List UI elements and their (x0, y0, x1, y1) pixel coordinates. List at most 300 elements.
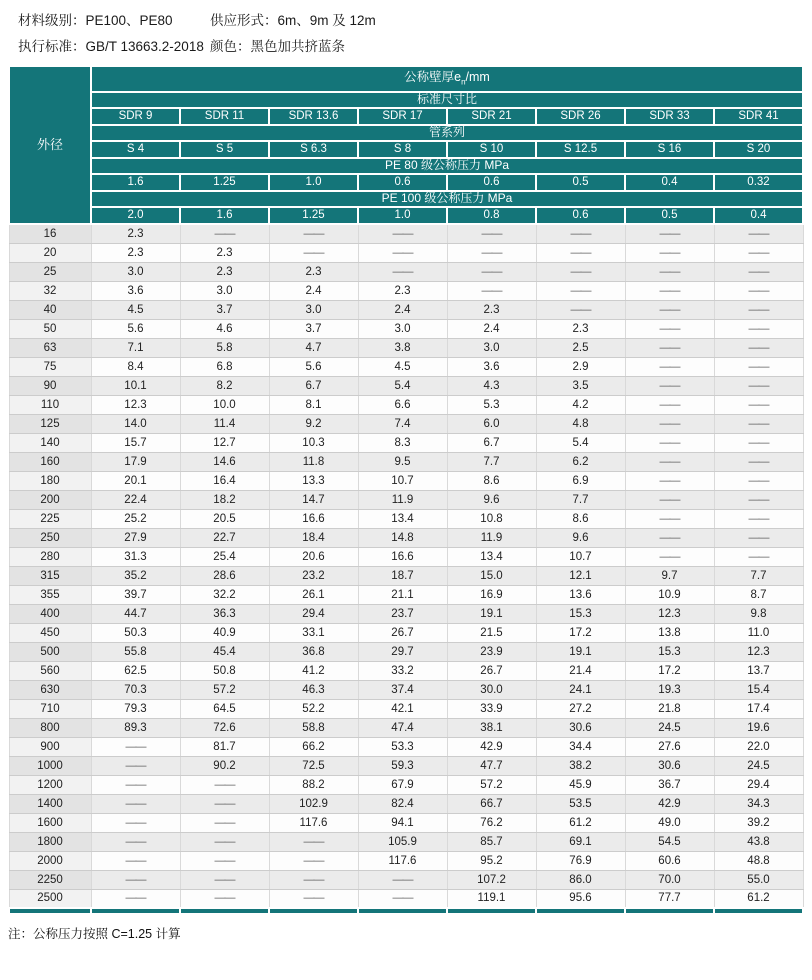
table-row (9, 604, 803, 623)
thickness-cell: 4.7 (269, 338, 358, 357)
outer-diameter-cell: 180 (9, 471, 91, 490)
table-row (9, 832, 803, 851)
thickness-cell: 16.9 (447, 585, 536, 604)
sdr-label-cell: SDR 13.6 (269, 108, 358, 125)
pe80-pressure-cell: 1.25 (180, 174, 269, 191)
thickness-cell: 3.0 (269, 300, 358, 319)
thickness-cell: 23.9 (447, 642, 536, 661)
outer-diameter-cell: 355 (9, 585, 91, 604)
thickness-cell: —— (358, 870, 447, 889)
thickness-cell: 13.8 (625, 623, 714, 642)
thickness-cell: 11.9 (447, 528, 536, 547)
thickness-cell: 117.6 (358, 851, 447, 870)
s-series-row (9, 141, 803, 158)
outer-diameter-cell: 75 (9, 357, 91, 376)
thickness-cell: 16.6 (269, 509, 358, 528)
thickness-cell: 55.8 (91, 642, 180, 661)
thickness-cell: 61.2 (536, 813, 625, 832)
thickness-cell: —— (91, 870, 180, 889)
thickness-cell: 6.9 (536, 471, 625, 490)
outer-diameter-cell: 450 (9, 623, 91, 642)
thickness-cell: 11.0 (714, 623, 803, 642)
thickness-cell: 3.6 (91, 281, 180, 300)
thickness-cell: 36.8 (269, 642, 358, 661)
thickness-cell: 82.4 (358, 794, 447, 813)
thickness-cell: —— (91, 794, 180, 813)
table-row (9, 338, 803, 357)
thickness-cell: 64.5 (180, 699, 269, 718)
meta-row-1 (18, 8, 812, 34)
thickness-cell: 57.2 (447, 775, 536, 794)
outer-diameter-cell: 560 (9, 661, 91, 680)
thickness-cell: 3.0 (91, 262, 180, 281)
pe80-values-row (9, 174, 803, 191)
thickness-cell: 17.9 (91, 452, 180, 471)
thickness-cell: —— (714, 300, 803, 319)
table-row (9, 870, 803, 889)
bottom-bar-segment (536, 908, 625, 914)
outer-diameter-cell: 140 (9, 433, 91, 452)
thickness-cell: 8.6 (447, 471, 536, 490)
thickness-cell: 18.7 (358, 566, 447, 585)
thickness-cell: 25.4 (180, 547, 269, 566)
thickness-cell: 38.1 (447, 718, 536, 737)
thickness-cell: 24.1 (536, 680, 625, 699)
thickness-cell: —— (180, 813, 269, 832)
outer-diameter-cell: 2500 (9, 889, 91, 908)
thickness-cell: 88.2 (269, 775, 358, 794)
thickness-cell: 4.5 (91, 300, 180, 319)
wall-thickness-table (8, 65, 804, 915)
thickness-subscript: n (461, 77, 466, 87)
thickness-cell: 2.9 (536, 357, 625, 376)
standard-text: 执行标准：GB/T 13663.2-2018 (18, 39, 204, 54)
thickness-cell: —— (269, 870, 358, 889)
thickness-cell: 5.4 (358, 376, 447, 395)
table-row (9, 547, 803, 566)
thickness-prefix: 公称壁厚e (404, 69, 462, 84)
s-series-cell: S 5 (180, 141, 269, 158)
table-row (9, 680, 803, 699)
thickness-cell: 36.7 (625, 775, 714, 794)
thickness-cell: —— (358, 243, 447, 262)
outer-diameter-cell: 1600 (9, 813, 91, 832)
sdr-label-cell: SDR 11 (180, 108, 269, 125)
thickness-cell: 6.6 (358, 395, 447, 414)
s-series-cell: S 12.5 (536, 141, 625, 158)
thickness-cell: 2.3 (536, 319, 625, 338)
bottom-bar-segment (91, 908, 180, 914)
thickness-cell: —— (714, 224, 803, 243)
outer-diameter-cell: 315 (9, 566, 91, 585)
thickness-cell: —— (714, 376, 803, 395)
thickness-cell: —— (625, 243, 714, 262)
thickness-cell: 42.1 (358, 699, 447, 718)
thickness-cell: 20.6 (269, 547, 358, 566)
thickness-cell: 29.4 (269, 604, 358, 623)
thickness-cell: 4.8 (536, 414, 625, 433)
s-series-cell: S 10 (447, 141, 536, 158)
pe100-pressure-cell: 2.0 (91, 207, 180, 224)
thickness-cell: 25.2 (91, 509, 180, 528)
thickness-cell: —— (714, 452, 803, 471)
thickness-cell: 69.1 (536, 832, 625, 851)
table-row (9, 775, 803, 794)
thickness-cell: 39.2 (714, 813, 803, 832)
thickness-cell: 10.0 (180, 395, 269, 414)
thickness-cell: 9.2 (269, 414, 358, 433)
thickness-cell: 7.7 (536, 490, 625, 509)
sdr-label-cell: SDR 17 (358, 108, 447, 125)
outer-diameter-cell: 710 (9, 699, 91, 718)
spec-meta (0, 0, 812, 60)
thickness-cell: 9.6 (447, 490, 536, 509)
thickness-cell: 10.7 (536, 547, 625, 566)
thickness-cell: —— (714, 414, 803, 433)
thickness-cell: 47.4 (358, 718, 447, 737)
thickness-cell: —— (625, 319, 714, 338)
thickness-cell: 41.2 (269, 661, 358, 680)
pe100-pressure-cell: 1.6 (180, 207, 269, 224)
thickness-cell: 10.1 (91, 376, 180, 395)
thickness-cell: —— (447, 262, 536, 281)
pe80-section-header: PE 80 级公称压力 MPa (91, 158, 803, 174)
sdr-section-header: 标准尺寸比 (91, 92, 803, 108)
thickness-cell: 9.5 (358, 452, 447, 471)
thickness-cell: 23.2 (269, 566, 358, 585)
thickness-cell: 13.4 (447, 547, 536, 566)
thickness-cell: 86.0 (536, 870, 625, 889)
outer-diameter-cell: 1400 (9, 794, 91, 813)
thickness-cell: 94.1 (358, 813, 447, 832)
thickness-cell: —— (536, 262, 625, 281)
pe80-pressure-cell: 0.5 (536, 174, 625, 191)
header-row-pe100-title (9, 191, 803, 207)
pe80-pressure-cell: 0.32 (714, 174, 803, 191)
outer-diameter-cell: 50 (9, 319, 91, 338)
thickness-cell: —— (714, 490, 803, 509)
thickness-cell: 9.8 (714, 604, 803, 623)
thickness-cell: 27.6 (625, 737, 714, 756)
thickness-cell: 13.3 (269, 471, 358, 490)
thickness-cell: 5.6 (269, 357, 358, 376)
thickness-cell: 22.7 (180, 528, 269, 547)
thickness-cell: —— (625, 357, 714, 376)
thickness-cell: 6.2 (536, 452, 625, 471)
thickness-cell: 50.8 (180, 661, 269, 680)
thickness-cell: 43.8 (714, 832, 803, 851)
s-series-cell: S 16 (625, 141, 714, 158)
color-text: 颜色：黑色加共挤蓝条 (210, 39, 345, 54)
table-row (9, 889, 803, 908)
table-row (9, 661, 803, 680)
thickness-cell: 19.6 (714, 718, 803, 737)
sdr-label-cell: SDR 9 (91, 108, 180, 125)
table-row (9, 623, 803, 642)
table-row (9, 357, 803, 376)
thickness-cell: 8.6 (536, 509, 625, 528)
thickness-cell: 17.4 (714, 699, 803, 718)
table-row (9, 851, 803, 870)
thickness-cell: 15.3 (536, 604, 625, 623)
thickness-cell: —— (269, 224, 358, 243)
outer-diameter-cell: 400 (9, 604, 91, 623)
thickness-cell: —— (180, 851, 269, 870)
thickness-cell: 16.4 (180, 471, 269, 490)
thickness-cell: 39.7 (91, 585, 180, 604)
thickness-cell: 95.6 (536, 889, 625, 908)
thickness-cell: 24.5 (714, 756, 803, 775)
thickness-cell: 54.5 (625, 832, 714, 851)
thickness-cell: 3.0 (358, 319, 447, 338)
thickness-cell: 12.1 (536, 566, 625, 585)
thickness-cell: 7.1 (91, 338, 180, 357)
thickness-cell: 22.4 (91, 490, 180, 509)
thickness-cell: 32.2 (180, 585, 269, 604)
thickness-cell: 105.9 (358, 832, 447, 851)
table-row (9, 395, 803, 414)
table-row (9, 642, 803, 661)
thickness-cell: 13.4 (358, 509, 447, 528)
thickness-cell: 14.0 (91, 414, 180, 433)
bottom-bar-segment (447, 908, 536, 914)
thickness-cell: 3.7 (180, 300, 269, 319)
thickness-cell: 55.0 (714, 870, 803, 889)
thickness-cell: 33.2 (358, 661, 447, 680)
thickness-cell: 70.3 (91, 680, 180, 699)
thickness-cell: 119.1 (447, 889, 536, 908)
thickness-cell: 2.3 (180, 243, 269, 262)
thickness-cell: —— (625, 262, 714, 281)
thickness-cell: 9.6 (536, 528, 625, 547)
thickness-cell: 2.3 (269, 262, 358, 281)
thickness-cell: 34.4 (536, 737, 625, 756)
thickness-cell: 72.5 (269, 756, 358, 775)
pe100-pressure-cell: 1.0 (358, 207, 447, 224)
thickness-cell: 6.8 (180, 357, 269, 376)
table-row (9, 243, 803, 262)
thickness-cell: 102.9 (269, 794, 358, 813)
outer-diameter-cell: 280 (9, 547, 91, 566)
thickness-cell: 26.1 (269, 585, 358, 604)
thickness-cell: —— (447, 281, 536, 300)
thickness-cell: 8.7 (714, 585, 803, 604)
thickness-cell: 8.2 (180, 376, 269, 395)
thickness-cell: 11.9 (358, 490, 447, 509)
bottom-bar-segment (358, 908, 447, 914)
outer-diameter-cell: 630 (9, 680, 91, 699)
bottom-bar-segment (625, 908, 714, 914)
bottom-bar-segment (714, 908, 803, 914)
thickness-cell: 42.9 (447, 737, 536, 756)
thickness-cell: 66.7 (447, 794, 536, 813)
sdr-labels-row (9, 108, 803, 125)
outer-diameter-cell: 500 (9, 642, 91, 661)
thickness-cell: 36.3 (180, 604, 269, 623)
thickness-cell: 38.2 (536, 756, 625, 775)
table-row (9, 471, 803, 490)
thickness-cell: 77.7 (625, 889, 714, 908)
thickness-cell: 50.3 (91, 623, 180, 642)
table-row (9, 794, 803, 813)
s-series-cell: S 20 (714, 141, 803, 158)
material-grade-text: 材料级别：PE100、PE80 (18, 13, 173, 28)
thickness-cell: 4.2 (536, 395, 625, 414)
table-row (9, 528, 803, 547)
bottom-bar-segment (269, 908, 358, 914)
thickness-cell: —— (714, 281, 803, 300)
thickness-cell: 21.5 (447, 623, 536, 642)
thickness-cell: 29.4 (714, 775, 803, 794)
outer-diameter-cell: 225 (9, 509, 91, 528)
thickness-cell: —— (180, 224, 269, 243)
thickness-cell: —— (536, 243, 625, 262)
thickness-cell: 21.4 (536, 661, 625, 680)
thickness-cell: 10.9 (625, 585, 714, 604)
table-row (9, 414, 803, 433)
series-section-header: 管系列 (91, 125, 803, 141)
thickness-cell: 49.0 (625, 813, 714, 832)
thickness-cell: 4.3 (447, 376, 536, 395)
thickness-cell: —— (625, 528, 714, 547)
thickness-cell: 31.3 (91, 547, 180, 566)
thickness-cell: 18.4 (269, 528, 358, 547)
thickness-cell: 2.3 (91, 224, 180, 243)
thickness-cell: —— (91, 756, 180, 775)
thickness-cell: 81.7 (180, 737, 269, 756)
pe100-pressure-cell: 0.4 (714, 207, 803, 224)
thickness-cell: 19.3 (625, 680, 714, 699)
thickness-cell: 33.1 (269, 623, 358, 642)
thickness-cell: —— (180, 889, 269, 908)
thickness-cell: 33.9 (447, 699, 536, 718)
thickness-cell: 14.8 (358, 528, 447, 547)
thickness-cell: 19.1 (536, 642, 625, 661)
thickness-cell: 5.3 (447, 395, 536, 414)
outer-diameter-cell: 1200 (9, 775, 91, 794)
thickness-cell: 12.3 (714, 642, 803, 661)
thickness-cell: 76.2 (447, 813, 536, 832)
outer-diameter-cell: 25 (9, 262, 91, 281)
thickness-cell: 3.0 (447, 338, 536, 357)
thickness-cell: —— (91, 737, 180, 756)
pe80-pressure-cell: 0.6 (447, 174, 536, 191)
outer-diameter-cell: 90 (9, 376, 91, 395)
table-row (9, 490, 803, 509)
thickness-cell: 30.0 (447, 680, 536, 699)
thickness-cell: 21.1 (358, 585, 447, 604)
thickness-cell: 5.8 (180, 338, 269, 357)
outer-diameter-cell: 16 (9, 224, 91, 243)
table-row (9, 319, 803, 338)
thickness-cell: 6.7 (447, 433, 536, 452)
thickness-cell: 30.6 (625, 756, 714, 775)
thickness-cell: 15.3 (625, 642, 714, 661)
pe80-pressure-cell: 0.6 (358, 174, 447, 191)
thickness-cell: 61.2 (714, 889, 803, 908)
thickness-cell: 2.3 (91, 243, 180, 262)
outer-diameter-cell: 800 (9, 718, 91, 737)
thickness-cell: —— (447, 243, 536, 262)
thickness-cell: —— (625, 300, 714, 319)
thickness-cell: 72.6 (180, 718, 269, 737)
bottom-bar-segment (9, 908, 91, 914)
thickness-cell: 2.4 (269, 281, 358, 300)
thickness-cell: —— (714, 471, 803, 490)
thickness-cell: —— (269, 832, 358, 851)
thickness-cell: 28.6 (180, 566, 269, 585)
thickness-cell: 2.3 (447, 300, 536, 319)
thickness-cell: 62.5 (91, 661, 180, 680)
thickness-cell: 117.6 (269, 813, 358, 832)
thickness-cell: —— (358, 262, 447, 281)
thickness-cell: —— (625, 547, 714, 566)
thickness-cell: —— (269, 851, 358, 870)
thickness-cell: —— (269, 889, 358, 908)
thickness-cell: —— (625, 414, 714, 433)
thickness-cell: 48.8 (714, 851, 803, 870)
thickness-cell: 58.8 (269, 718, 358, 737)
thickness-cell: —— (625, 452, 714, 471)
thickness-cell: —— (625, 338, 714, 357)
outer-diameter-cell: 900 (9, 737, 91, 756)
thickness-cell: 20.5 (180, 509, 269, 528)
thickness-cell: 44.7 (91, 604, 180, 623)
thickness-cell: 11.4 (180, 414, 269, 433)
thickness-cell: —— (180, 794, 269, 813)
thickness-cell: 27.2 (536, 699, 625, 718)
thickness-cell: —— (536, 281, 625, 300)
thickness-cell: 26.7 (447, 661, 536, 680)
thickness-cell: 5.6 (91, 319, 180, 338)
thickness-cell: 3.6 (447, 357, 536, 376)
thickness-cell: 13.7 (714, 661, 803, 680)
thickness-cell: 11.8 (269, 452, 358, 471)
pe80-pressure-cell: 0.4 (625, 174, 714, 191)
thickness-cell: —— (358, 889, 447, 908)
thickness-cell: —— (91, 851, 180, 870)
s-series-cell: S 4 (91, 141, 180, 158)
thickness-cell: 2.4 (447, 319, 536, 338)
thickness-cell: —— (536, 300, 625, 319)
pe100-pressure-cell: 0.6 (536, 207, 625, 224)
thickness-cell: —— (91, 775, 180, 794)
thickness-cell: 21.8 (625, 699, 714, 718)
thickness-cell: 15.0 (447, 566, 536, 585)
thickness-cell: 27.9 (91, 528, 180, 547)
table-row (9, 300, 803, 319)
table-bottom-bar (9, 908, 803, 914)
thickness-cell: 18.2 (180, 490, 269, 509)
outer-diameter-cell: 63 (9, 338, 91, 357)
thickness-cell: 15.7 (91, 433, 180, 452)
thickness-cell: —— (714, 243, 803, 262)
thickness-cell: 53.5 (536, 794, 625, 813)
table-row (9, 262, 803, 281)
thickness-cell: 8.1 (269, 395, 358, 414)
pe100-pressure-cell: 0.5 (625, 207, 714, 224)
outer-diameter-cell: 2250 (9, 870, 91, 889)
pe80-pressure-cell: 1.6 (91, 174, 180, 191)
thickness-cell: —— (358, 224, 447, 243)
table-row (9, 566, 803, 585)
thickness-cell: —— (91, 813, 180, 832)
thickness-cell: 60.6 (625, 851, 714, 870)
thickness-cell: —— (714, 395, 803, 414)
table-row (9, 756, 803, 775)
s-series-cell: S 8 (358, 141, 447, 158)
thickness-cell: 6.0 (447, 414, 536, 433)
